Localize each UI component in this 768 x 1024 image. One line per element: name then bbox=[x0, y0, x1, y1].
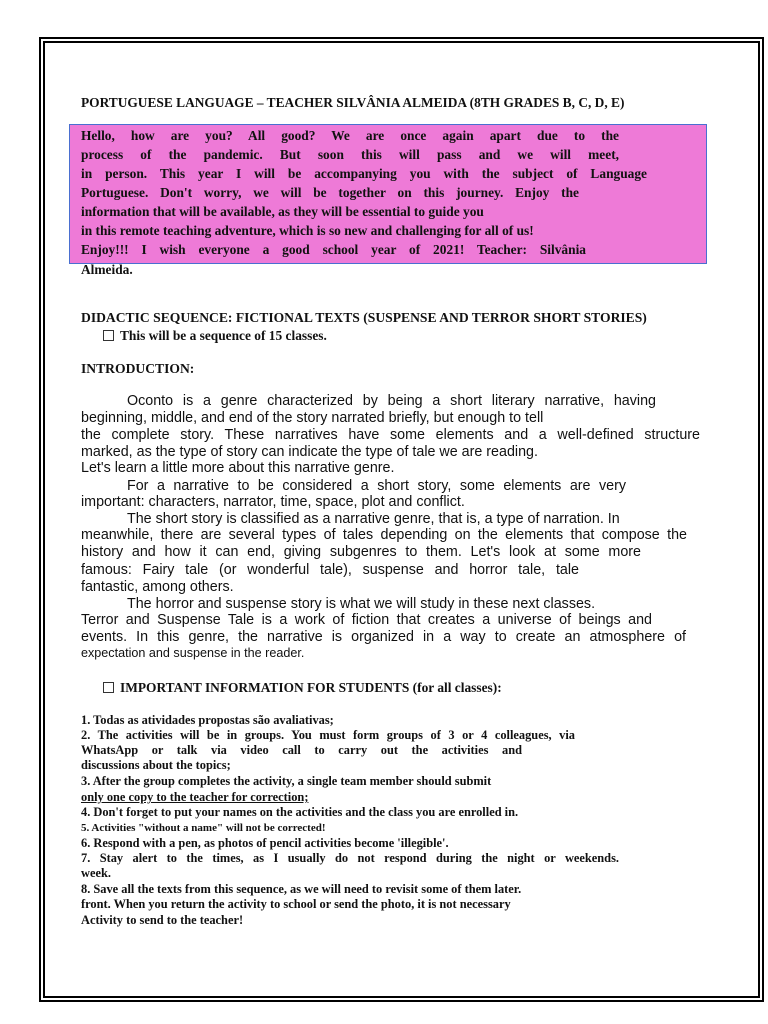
greeting-line: in person. This year I will be accompanying you with the subject of Language bbox=[81, 166, 647, 181]
important-heading bbox=[103, 680, 502, 696]
greeting-line: Almeida. bbox=[81, 262, 133, 277]
greeting-line: process of the pandemic. But soon this will pass and we will meet, bbox=[81, 147, 619, 162]
important-item: 7. Stay alert to the times, as I usually do not respond during the night or weekends. bbox=[81, 851, 619, 865]
important-item: 1. Todas as atividades propostas são avaliativas; bbox=[81, 713, 334, 727]
important-item: 3. After the group completes the activity, a single team member should submit bbox=[81, 774, 492, 788]
didactic-heading: DIDACTIC SEQUENCE: FICTIONAL TEXTS (SUSPENSE AND TERROR SHORT STORIES) bbox=[81, 310, 647, 325]
greeting-line: Hello, how are you? All good? We are once again apart due to the bbox=[81, 128, 619, 143]
intro-line: Terror and Suspense Tale is a work of fiction that creates a universe of beings and bbox=[81, 612, 652, 628]
intro-line: Let's learn a little more about this narrative genre. bbox=[81, 460, 395, 476]
important-item: week. bbox=[81, 866, 111, 880]
important-item: 2. The activities will be in groups. You must form groups of 3 or 4 colleagues, via bbox=[81, 728, 575, 742]
important-item: front. When you return the activity to school or send the photo, it is not necessary bbox=[81, 897, 511, 911]
intro-line: meanwhile, there are several types of tales depending on the elements that compose the bbox=[81, 527, 687, 543]
intro-line: history and how it can end, giving subgenres to them. Let's look at some more bbox=[81, 544, 641, 560]
important-item: 8. Save all the texts from this sequence, as we will need to revisit some of them later. bbox=[81, 882, 522, 896]
important-item: WhatsApp or talk via video call to carry out the activities and bbox=[81, 743, 522, 757]
greeting-line: in this remote teaching adventure, which is so new and challenging for all of us! bbox=[81, 223, 534, 238]
didactic-bullet bbox=[103, 328, 327, 344]
important-item: discussions about the topics; bbox=[81, 758, 231, 772]
checkbox-bullet-icon bbox=[103, 682, 114, 693]
didactic-bullet-text: This will be a sequence of 15 classes. bbox=[120, 328, 327, 343]
important-item: 5. Activities "without a name" will not be corrected! bbox=[81, 822, 326, 834]
important-item: Activity to send to the teacher! bbox=[81, 913, 244, 927]
intro-line: famous: Fairy tale (or wonderful tale), suspense and horror tale, tale bbox=[81, 562, 579, 578]
intro-line: For a narrative to be considered a short story, some elements are very bbox=[127, 478, 626, 494]
intro-line: beginning, middle, and end of the story narrated briefly, but enough to tell bbox=[81, 410, 544, 426]
greeting-line: Enjoy!!! I wish everyone a good school year of 2021! Teacher: Silvânia bbox=[81, 242, 586, 257]
intro-line: Oconto is a genre characterized by being a short literary narrative, having bbox=[127, 393, 656, 409]
important-item: only one copy to the teacher for correction; bbox=[81, 790, 309, 804]
introduction-heading: INTRODUCTION: bbox=[81, 361, 195, 376]
intro-line: the complete story. These narratives have some elements and a well-defined structure bbox=[81, 427, 700, 443]
greeting-line: information that will be available, as they will be essential to guide you bbox=[81, 204, 484, 219]
intro-line: fantastic, among others. bbox=[81, 579, 234, 595]
important-item: 4. Don't forget to put your names on the activities and the class you are enrolled in. bbox=[81, 805, 519, 819]
intro-line: marked, as the type of story can indicate the type of tale we are reading. bbox=[81, 444, 538, 460]
page-title: PORTUGUESE LANGUAGE – TEACHER SILVÂNIA ALMEIDA (8TH GRADES B, C, D, E) bbox=[81, 95, 625, 110]
intro-line: events. In this genre, the narrative is organized in a way to create an atmosphere of bbox=[81, 629, 686, 645]
intro-line: expectation and suspense in the reader. bbox=[81, 646, 305, 660]
checkbox-bullet-icon bbox=[103, 330, 114, 341]
important-item: 6. Respond with a pen, as photos of pencil activities become 'illegible'. bbox=[81, 836, 449, 850]
intro-line: The horror and suspense story is what we will study in these next classes. bbox=[127, 596, 596, 612]
intro-line: important: characters, narrator, time, space, plot and conflict. bbox=[81, 494, 465, 510]
greeting-line: Portuguese. Don't worry, we will be together on this journey. Enjoy the bbox=[81, 185, 579, 200]
intro-line: The short story is classified as a narrative genre, that is, a type of narration. In bbox=[127, 511, 620, 527]
important-heading-text: IMPORTANT INFORMATION FOR STUDENTS (for all classes): bbox=[120, 680, 502, 695]
